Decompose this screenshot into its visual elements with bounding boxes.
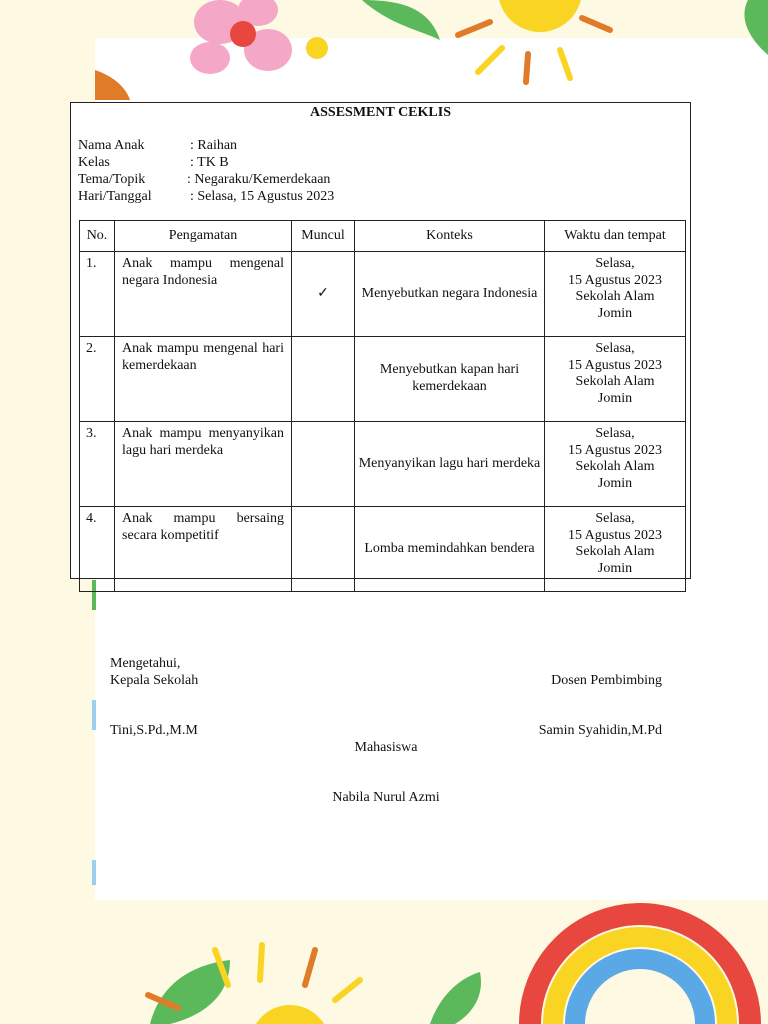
stripe-icon: [92, 860, 96, 885]
info-value: : Negaraku/Kemerdekaan: [187, 172, 331, 187]
arc-icon: [95, 70, 130, 100]
dosen-title: Dosen Pembimbing: [551, 673, 662, 688]
info-value: : Raihan: [190, 138, 238, 153]
cell-konteks: Menyebutkan kapan hari kemerdekaan: [355, 337, 545, 422]
mahasiswa-title: Mahasiswa: [354, 740, 418, 755]
cell-muncul: [292, 507, 355, 592]
cell-pengamatan: Anak mampu menyanyikan lagu hari merdeka: [115, 422, 292, 507]
dosen-name: Samin Syahidin,M.Pd: [538, 723, 662, 738]
cell-muncul: [292, 252, 355, 337]
info-label: Kelas: [78, 155, 110, 170]
kepala-sekolah-block: [110, 655, 198, 689]
leaf-icon: [362, 0, 440, 40]
info-label: Nama Anak: [78, 138, 145, 153]
waktu-line: Selasa,: [595, 341, 635, 356]
header-waktu: Waktu dan tempat: [545, 221, 686, 252]
cell-waktu: [545, 422, 686, 507]
leaf-icon: [430, 972, 481, 1024]
header-konteks: Konteks: [355, 221, 545, 252]
cell-waktu: [545, 252, 686, 337]
waktu-line: Jomin: [597, 390, 633, 406]
info-row-nama-anak: [78, 137, 334, 154]
assessment-table: [79, 220, 686, 592]
waktu-line: Selasa,: [595, 426, 635, 441]
flower-icon: [190, 0, 292, 74]
header-pengamatan: Pengamatan: [115, 221, 292, 252]
check-mark-icon: ✓: [317, 285, 329, 301]
table-header-row: [80, 221, 686, 252]
leaf-icon: [744, 0, 768, 55]
mengetahui-label: Mengetahui,: [110, 656, 181, 671]
cell-pengamatan: Anak mampu mengenal negara Indonesia: [115, 252, 292, 337]
header-muncul: Muncul: [292, 221, 355, 252]
cell-no: 1.: [80, 252, 115, 337]
table-row: [80, 422, 686, 507]
waktu-line: 15 Agustus 2023: [567, 357, 663, 373]
sun-icon: [458, 0, 610, 82]
info-label: Hari/Tanggal: [78, 189, 152, 204]
info-row-hari-tanggal: [78, 188, 334, 205]
info-value: : Selasa, 15 Agustus 2023: [190, 189, 335, 204]
yellow-dot-icon: [306, 37, 328, 59]
document-title: ASSESMENT CEKLIS: [310, 105, 451, 120]
cell-konteks: Menyanyikan lagu hari merdeka: [355, 422, 545, 507]
info-label: Tema/Topik: [78, 172, 146, 187]
info-row-kelas: [78, 154, 334, 171]
table-row: [80, 337, 686, 422]
waktu-line: Sekolah Alam: [575, 544, 655, 560]
cell-muncul: [292, 422, 355, 507]
mahasiswa-name: Nabila Nurul Azmi: [332, 790, 440, 805]
info-value: : TK B: [190, 155, 229, 170]
waktu-line: 15 Agustus 2023: [567, 272, 663, 288]
kepala-sekolah-title: Kepala Sekolah: [110, 673, 199, 688]
info-row-tema: [78, 171, 334, 188]
waktu-line: Selasa,: [595, 511, 635, 526]
waktu-line: Sekolah Alam: [575, 459, 655, 475]
table-row: [80, 252, 686, 337]
cell-konteks: Lomba memindahkan bendera: [355, 507, 545, 592]
cell-pengamatan: Anak mampu mengenal hari kemerdekaan: [115, 337, 292, 422]
cell-konteks: Menyebutkan negara Indonesia: [355, 252, 545, 337]
waktu-line: Jomin: [597, 475, 633, 491]
cell-no: 3.: [80, 422, 115, 507]
waktu-line: Selasa,: [595, 256, 635, 271]
leaf-icon: [150, 960, 230, 1024]
cell-no: 2.: [80, 337, 115, 422]
cell-pengamatan: Anak mampu bersaing secara kompetitif: [115, 507, 292, 592]
waktu-line: Jomin: [597, 305, 633, 321]
rainbow-icon: [530, 914, 750, 1024]
stripe-icon: [92, 700, 96, 730]
cell-no: 4.: [80, 507, 115, 592]
waktu-line: 15 Agustus 2023: [567, 527, 663, 543]
student-info: [78, 137, 334, 205]
cell-waktu: [545, 507, 686, 592]
waktu-line: 15 Agustus 2023: [567, 442, 663, 458]
waktu-line: Sekolah Alam: [575, 289, 655, 305]
assessment-document: [70, 102, 691, 579]
table-row: [80, 507, 686, 592]
header-no: No.: [80, 221, 115, 252]
kepala-sekolah-name: Tini,S.Pd.,M.M: [110, 723, 198, 738]
cell-muncul: [292, 337, 355, 422]
waktu-line: Jomin: [597, 560, 633, 576]
waktu-line: Sekolah Alam: [575, 374, 655, 390]
cell-waktu: [545, 337, 686, 422]
